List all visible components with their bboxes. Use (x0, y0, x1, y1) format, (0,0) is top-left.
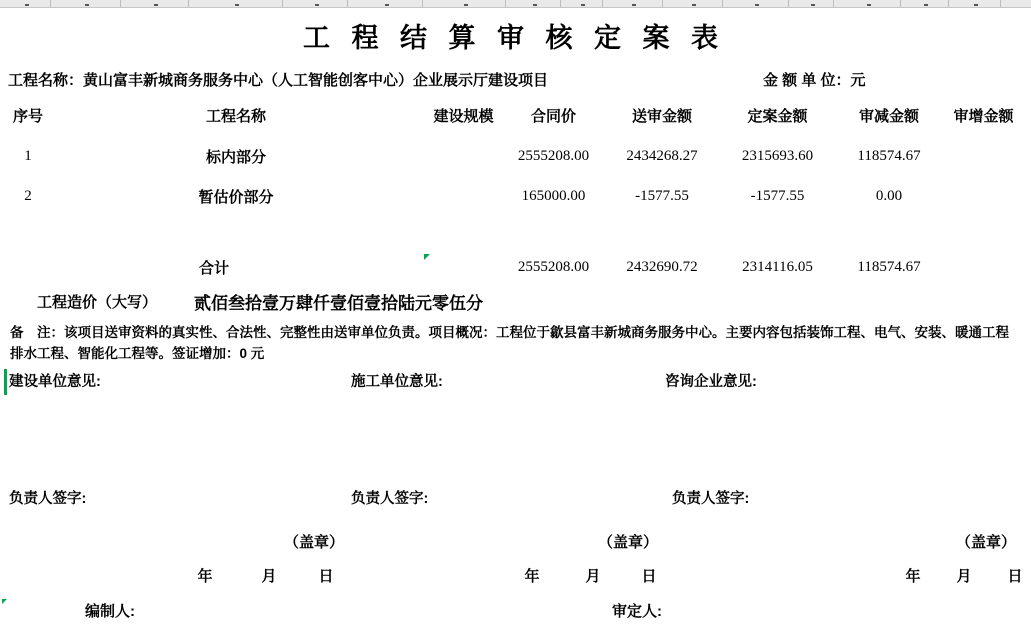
gridline-v (505, 368, 506, 597)
gridline-v (1000, 620, 1001, 631)
column-separator (900, 0, 901, 7)
gridline-v (50, 620, 51, 631)
header-reduced[interactable]: 审减金额 (858, 107, 919, 125)
header-name[interactable]: 工程名称 (205, 107, 266, 125)
gridline-h (6, 557, 1022, 558)
gridline-v (188, 368, 189, 597)
column-separator (120, 0, 121, 7)
date1-day[interactable]: 日 (318, 567, 334, 585)
opinion-title-contractor[interactable]: 施工单位意见: (351, 373, 443, 390)
gridline-v (1022, 8, 1023, 97)
row1-contract[interactable]: 2555208.00 (517, 148, 590, 164)
row2-final[interactable]: -1577.55 (750, 187, 805, 204)
date3-month[interactable]: 月 (956, 567, 972, 585)
column-separator (1000, 0, 1001, 7)
seal-label-2: （盖章） (597, 533, 658, 551)
gridline-v (415, 368, 416, 557)
date1-month[interactable]: 月 (261, 567, 277, 585)
preparer-label[interactable]: 编制人: (85, 602, 135, 620)
approver-label[interactable]: 审定人: (612, 602, 662, 620)
column-separator (505, 0, 506, 7)
column-separator (833, 0, 834, 7)
gridline-v (722, 368, 723, 557)
column-separator (422, 0, 423, 7)
page-title: 工 程 结 算 审 核 定 案 表 (302, 23, 725, 53)
gridline-v (723, 620, 724, 631)
seal-label-1: （盖章） (283, 533, 344, 551)
gridline-v (120, 620, 121, 631)
cell-error-indicator-triangle (2, 599, 7, 604)
date3-year[interactable]: 年 (905, 567, 921, 585)
total-submitted[interactable]: 2432690.72 (626, 259, 698, 275)
total-reduced[interactable]: 118574.67 (857, 259, 921, 275)
header-seq[interactable]: 序号 (12, 107, 43, 125)
row2-seq[interactable]: 2 (24, 187, 32, 204)
gridline-v (450, 620, 451, 631)
date2-month[interactable]: 月 (585, 567, 601, 585)
gridline-h (6, 473, 1022, 474)
row1-name[interactable]: 标内部分 (205, 149, 266, 166)
column-separator (560, 0, 561, 7)
gridline-v (778, 368, 779, 557)
header-submitted[interactable]: 送审金额 (631, 107, 692, 125)
cell-error-indicator-triangle (424, 254, 430, 260)
column-separator (347, 0, 348, 7)
green-marker-bar (4, 369, 7, 395)
header-scale[interactable]: 建设规模 (433, 107, 494, 125)
column-separator (50, 0, 51, 7)
table-border-v (662, 368, 664, 597)
row1-submitted[interactable]: 2434268.27 (626, 148, 698, 164)
column-letter-stub (867, 4, 871, 6)
column-separator (662, 0, 663, 7)
column-letter-stub (25, 4, 29, 6)
column-letter-stub (581, 4, 585, 6)
table-border-h (6, 212, 1022, 214)
cost-words-value[interactable]: 贰佰叁拾壹万肆仟壹佰壹拾陆元零伍分 (194, 294, 483, 313)
opinion-title-consultant[interactable]: 咨询企业意见: (665, 373, 757, 390)
column-letter-stub (154, 4, 158, 6)
row2-contract[interactable]: 165000.00 (521, 187, 586, 204)
column-letter-stub (974, 4, 978, 6)
column-separator (722, 0, 723, 7)
seal-label-3: （盖章） (955, 533, 1016, 551)
gridline-h (6, 433, 1022, 434)
excel-column-strip (0, 0, 1031, 8)
gridline-v (833, 620, 834, 631)
column-letter-stub (235, 4, 239, 6)
gridline-h (6, 413, 1022, 414)
column-letter-stub (385, 4, 389, 6)
sign-label-1[interactable]: 负责人签字: (9, 490, 87, 507)
gridline-h (6, 393, 1022, 394)
row2-name[interactable]: 暂估价部分 (198, 188, 274, 206)
column-separator (602, 0, 603, 7)
row1-final[interactable]: 2315693.60 (741, 148, 814, 164)
row2-submitted[interactable]: -1577.55 (635, 187, 689, 204)
total-final[interactable]: 2314116.05 (742, 259, 813, 275)
row2-reduced[interactable]: 0.00 (875, 187, 903, 204)
column-letter-stub (315, 4, 319, 6)
gridline-v (888, 368, 889, 557)
column-letter-stub (464, 4, 468, 6)
cost-words-label: 工程造价（大写） (36, 294, 157, 311)
amount-unit-label: 金 额 单 位：元 (763, 72, 866, 89)
column-letter-stub (533, 4, 537, 6)
gridline-v (888, 620, 889, 631)
date2-day[interactable]: 日 (641, 567, 657, 585)
total-label[interactable]: 合计 (198, 260, 229, 277)
column-separator (948, 0, 949, 7)
header-final[interactable]: 定案金额 (747, 107, 808, 125)
column-separator (788, 0, 789, 7)
row1-seq[interactable]: 1 (24, 148, 32, 164)
gridline-v (52, 368, 53, 557)
column-separator (188, 0, 189, 7)
row1-reduced[interactable]: 118574.67 (857, 148, 921, 164)
column-letter-stub (85, 4, 89, 6)
column-letter-stub (692, 4, 696, 6)
gridline-v (568, 620, 569, 631)
column-letter-stub (755, 4, 759, 6)
gridline-v (255, 620, 256, 631)
header-increased[interactable]: 审增金额 (953, 107, 1014, 125)
header-contract[interactable]: 合同价 (530, 107, 576, 125)
table-border-v (1022, 97, 1024, 597)
remark-text: 备 注：该项目送审资料的真实性、合法性、完整性由送审单位负责。项目概况：工程位于歙县富丰新城商务服务中心。主要内容包括装饰工程、电气、安装、暖通工程排水工程、智能化工程等。签证增加：0 元 (10, 325, 1009, 361)
date3-day[interactable]: 日 (1007, 567, 1023, 585)
gridline-v (833, 368, 834, 597)
table-border-h (0, 597, 1022, 599)
gridline-v (600, 620, 601, 631)
gridline-v (663, 620, 664, 631)
date1-year[interactable]: 年 (197, 567, 213, 585)
gridline-v (778, 620, 779, 631)
gridline-v (320, 620, 321, 631)
project-name[interactable]: 工程名称：黄山富丰新城商务服务中心（人工智能创客中心）企业展示厅建设项目 (8, 72, 549, 89)
gridline-h (940, 62, 1031, 63)
table-border-v (347, 368, 349, 597)
gridline-h (0, 620, 1031, 621)
gridline-h (6, 453, 1022, 454)
opinion-title-construction[interactable]: 建设单位意见: (9, 373, 101, 390)
gridline-v (948, 368, 949, 557)
gridline-v (945, 620, 946, 631)
gridline-v (512, 620, 513, 631)
column-letter-stub (811, 4, 815, 6)
total-contract[interactable]: 2555208.00 (517, 259, 590, 275)
column-letter-stub (632, 4, 636, 6)
sign-label-2[interactable]: 负责人签字: (351, 490, 429, 507)
sign-label-3[interactable]: 负责人签字: (672, 490, 750, 507)
gridline-v (385, 620, 386, 631)
column-separator (282, 0, 283, 7)
date2-year[interactable]: 年 (524, 567, 540, 585)
column-letter-stub (924, 4, 928, 6)
gridline-v (188, 620, 189, 631)
